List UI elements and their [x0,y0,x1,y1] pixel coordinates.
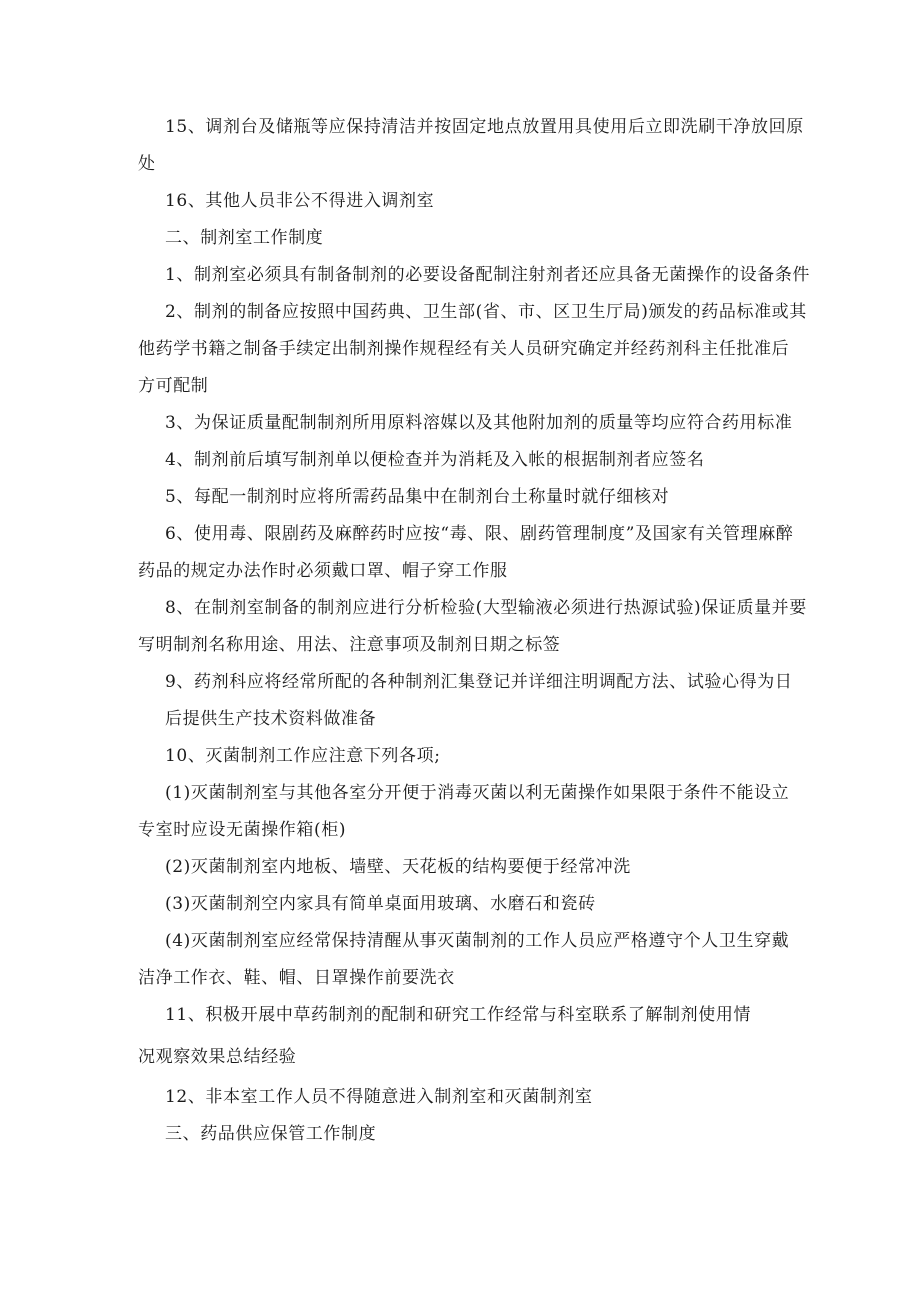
text-line: 5、每配一制剂时应将所需药品集中在制剂台土称量时就仔细核对 [165,487,670,507]
text-line: 药品的规定办法作时必须戴口罩、帽子穿工作服 [138,561,508,581]
text-line: 处 [138,154,156,174]
text-line: 专室时应设无菌操作箱(柜) [138,820,347,840]
section-heading: 三、药品供应保管工作制度 [165,1124,377,1144]
text-line: 2、制剂的制备应按照中国药典、卫生部(省、市、区卫生厅局)颁发的药品标准或其 [165,302,807,322]
text-line: 方可配制 [138,376,209,396]
text-line: (3)灭菌制剂空内家具有简单桌面用玻璃、水磨石和瓷砖 [165,894,596,914]
text-line: 12、非本室工作人员不得随意进入制剂室和灭菌制剂室 [165,1087,593,1107]
text-line: 11、积极开展中草药制剂的配制和研究工作经常与科室联系了解制剂使用情 [165,1005,752,1025]
text-line: 8、在制剂室制备的制剂应进行分析检验(大型输液必须进行热源试验)保证质量并要 [165,598,807,618]
text-line: 4、制剂前后填写制剂单以便检查并为消耗及入帐的根据制剂者应签名 [165,450,705,470]
text-line: 他药学书籍之制备手续定出制剂操作规程经有关人员研究确定并经药剂科主任批准后 [138,339,790,359]
section-heading: 二、制剂室工作制度 [165,228,324,248]
text-line: 1、制剂室必须具有制备制剂的必要设备配制注射剂者还应具备无菌操作的设备条件 [165,265,811,285]
text-line: 3、为保证质量配制制剂所用原料溶媒以及其他附加剂的质量等均应符合药用标准 [165,413,793,433]
text-line: (1)灭菌制剂室与其他各室分开便于消毒灭菌以利无菌操作如果限于条件不能设立 [165,783,790,803]
text-line: (4)灭菌制剂室应经常保持清醒从事灭菌制剂的工作人员应严格遵守个人卫生穿戴 [165,931,790,951]
text-line: 16、其他人员非公不得进入调剂室 [165,191,435,211]
text-line: (2)灭菌制剂室内地板、墙壁、天花板的结构要便于经常冲洗 [165,857,631,877]
text-line: 9、药剂科应将经常所配的各种制剂汇集登记并详细注明调配方法、试验心得为日 [165,672,793,692]
text-line: 写明制剂名称用途、用法、注意事项及制剂日期之标签 [138,635,561,655]
text-line: 10、灭菌制剂工作应注意下列各项; [165,746,441,766]
text-line: 洁净工作衣、鞋、帽、日罩操作前要洗衣 [138,968,455,988]
text-line: 15、调剂台及储瓶等应保持清洁并按固定地点放置用具使用后立即洗刷干净放回原 [165,117,804,137]
text-line: 6、使用毒、限剧药及麻醉药时应按“毒、限、剧药管理制度”及国家有关管理麻醉 [165,524,794,544]
text-line: 况观察效果总结经验 [138,1047,297,1067]
text-line: 后提供生产技术资料做准备 [165,709,377,729]
